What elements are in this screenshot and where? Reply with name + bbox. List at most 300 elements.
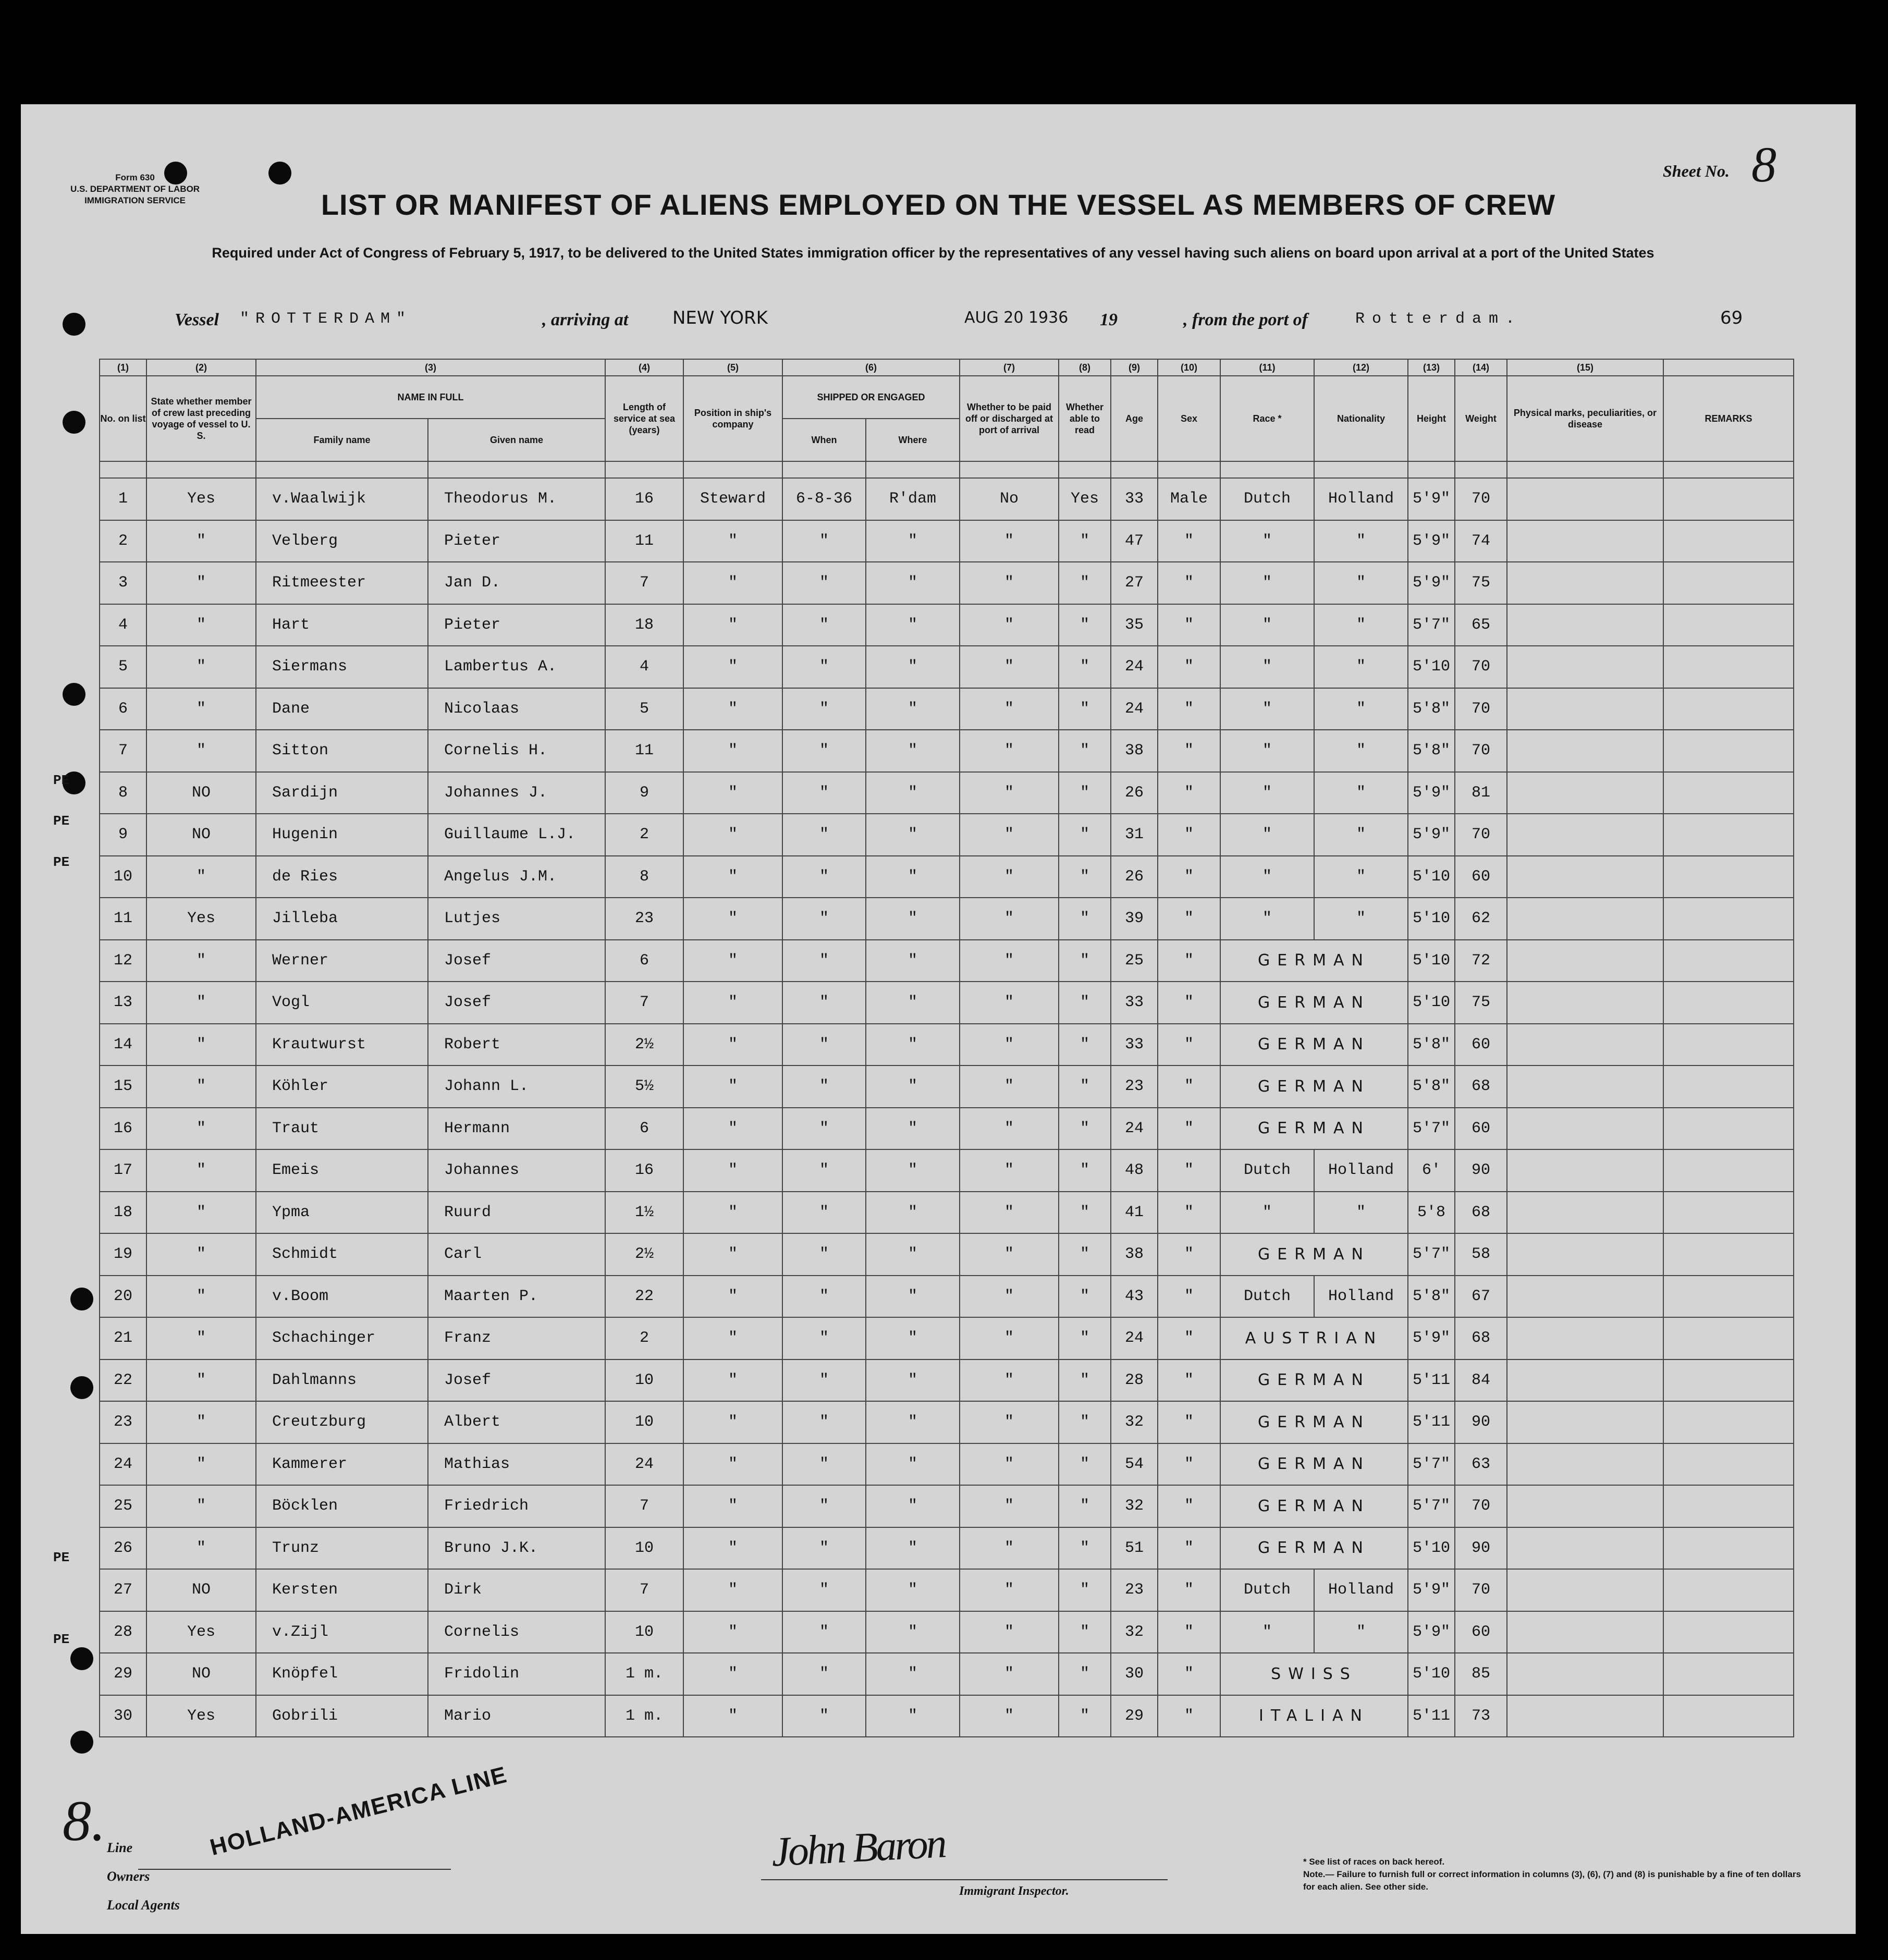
table-row bbox=[100, 940, 1794, 982]
from-port-label: , from the port of bbox=[1183, 310, 1308, 329]
length-of-service-cell: 11 bbox=[605, 730, 683, 772]
paid-off-cell: " bbox=[960, 814, 1059, 856]
race-cell: GERMAN bbox=[1220, 1527, 1408, 1570]
race-cell: GERMAN bbox=[1220, 1359, 1408, 1402]
row-number-cell: 16 bbox=[100, 1108, 146, 1150]
race-cell: Dutch bbox=[1220, 478, 1314, 520]
given-name-cell: Albert bbox=[428, 1401, 605, 1443]
shipped-when-cell: " bbox=[782, 1485, 866, 1527]
paid-off-cell: No bbox=[960, 478, 1059, 520]
header-position: Position in ship's company bbox=[683, 376, 782, 461]
race-cell: GERMAN bbox=[1220, 1065, 1408, 1108]
remarks-cell bbox=[1663, 478, 1794, 520]
paid-off-cell: " bbox=[960, 1695, 1059, 1737]
column-header-row bbox=[100, 376, 1794, 419]
margin-mark: PE bbox=[53, 813, 70, 829]
header-height: Height bbox=[1408, 376, 1455, 461]
table-row bbox=[100, 1443, 1794, 1486]
height-cell: 6' bbox=[1408, 1149, 1455, 1192]
row-number-cell: 19 bbox=[100, 1233, 146, 1276]
shipped-where-cell: R'dam bbox=[866, 478, 960, 520]
age-cell: 24 bbox=[1111, 688, 1158, 730]
position-cell: " bbox=[683, 1276, 782, 1318]
row-number-cell: 3 bbox=[100, 562, 146, 604]
weight-cell: 63 bbox=[1455, 1443, 1507, 1486]
sex-cell: " bbox=[1158, 1192, 1220, 1234]
given-name-cell: Johannes J. bbox=[428, 772, 605, 814]
row-number-cell: 28 bbox=[100, 1611, 146, 1653]
family-name-cell: Vogl bbox=[256, 982, 428, 1024]
remarks-cell bbox=[1663, 1276, 1794, 1318]
sex-cell: " bbox=[1158, 1276, 1220, 1318]
sex-cell: " bbox=[1158, 1401, 1220, 1443]
height-cell: 5'8" bbox=[1408, 730, 1455, 772]
punch-hole bbox=[268, 162, 291, 185]
height-cell: 5'10 bbox=[1408, 982, 1455, 1024]
paid-off-cell: " bbox=[960, 982, 1059, 1024]
race-cell: " bbox=[1220, 772, 1314, 814]
given-name-cell: Bruno J.K. bbox=[428, 1527, 605, 1570]
length-of-service-cell: 2 bbox=[605, 1317, 683, 1359]
shipped-where-cell: " bbox=[866, 814, 960, 856]
member-last-voyage-cell: " bbox=[146, 1192, 256, 1234]
weight-cell: 62 bbox=[1455, 898, 1507, 940]
shipped-when-cell: " bbox=[782, 730, 866, 772]
shipped-when-cell: " bbox=[782, 1443, 866, 1486]
nationality-cell: " bbox=[1314, 1611, 1408, 1653]
physical-marks-cell bbox=[1507, 1192, 1663, 1234]
remarks-cell bbox=[1663, 940, 1794, 982]
race-cell: GERMAN bbox=[1220, 1443, 1408, 1486]
paid-off-cell: " bbox=[960, 1317, 1059, 1359]
member-last-voyage-cell: Yes bbox=[146, 1695, 256, 1737]
age-cell: 23 bbox=[1111, 1569, 1158, 1611]
length-of-service-cell: 7 bbox=[605, 982, 683, 1024]
family-name-cell: Traut bbox=[256, 1108, 428, 1150]
remarks-cell bbox=[1663, 898, 1794, 940]
family-name-cell: de Ries bbox=[256, 856, 428, 898]
given-name-cell: Lutjes bbox=[428, 898, 605, 940]
race-cell: GERMAN bbox=[1220, 1233, 1408, 1276]
remarks-cell bbox=[1663, 1317, 1794, 1359]
table-row bbox=[100, 520, 1794, 562]
remarks-cell bbox=[1663, 1024, 1794, 1066]
remarks-cell bbox=[1663, 688, 1794, 730]
nationality-cell: " bbox=[1314, 772, 1408, 814]
row-number-cell: 11 bbox=[100, 898, 146, 940]
shipped-when-cell: 6-8-36 bbox=[782, 478, 866, 520]
height-cell: 5'10 bbox=[1408, 940, 1455, 982]
shipped-when-cell: " bbox=[782, 1192, 866, 1234]
physical-marks-cell bbox=[1507, 562, 1663, 604]
row-number-cell: 5 bbox=[100, 646, 146, 688]
position-cell: " bbox=[683, 898, 782, 940]
sex-cell: " bbox=[1158, 772, 1220, 814]
sex-cell: " bbox=[1158, 1485, 1220, 1527]
page-subtitle: Required under Act of Congress of February 5, 1917, to be delivered to the United States immigration officer by the representatives of any vessel having such aliens on board upon arrival at a port of the United States bbox=[212, 245, 1654, 261]
table-row bbox=[100, 856, 1794, 898]
row-number-cell: 6 bbox=[100, 688, 146, 730]
header-given-name: Given name bbox=[428, 419, 605, 461]
given-name-cell: Franz bbox=[428, 1317, 605, 1359]
page-title: LIST OR MANIFEST OF ALIENS EMPLOYED ON THE VESSEL AS MEMBERS OF CREW bbox=[321, 188, 1556, 221]
position-cell: " bbox=[683, 1149, 782, 1192]
weight-cell: 90 bbox=[1455, 1149, 1507, 1192]
length-of-service-cell: 2½ bbox=[605, 1233, 683, 1276]
able-to-read-cell: " bbox=[1059, 688, 1111, 730]
able-to-read-cell: " bbox=[1059, 1611, 1111, 1653]
age-cell: 23 bbox=[1111, 1065, 1158, 1108]
height-cell: 5'9" bbox=[1408, 520, 1455, 562]
race-cell: " bbox=[1220, 1192, 1314, 1234]
weight-cell: 75 bbox=[1455, 562, 1507, 604]
weight-cell: 70 bbox=[1455, 688, 1507, 730]
given-name-cell: Pieter bbox=[428, 520, 605, 562]
punch-hole bbox=[63, 411, 85, 434]
sex-cell: " bbox=[1158, 1024, 1220, 1066]
height-cell: 5'8" bbox=[1408, 1276, 1455, 1318]
given-name-cell: Josef bbox=[428, 940, 605, 982]
physical-marks-cell bbox=[1507, 1485, 1663, 1527]
member-last-voyage-cell: Yes bbox=[146, 478, 256, 520]
nationality-cell: Holland bbox=[1314, 1149, 1408, 1192]
member-last-voyage-cell: Yes bbox=[146, 1611, 256, 1653]
inspector-signature: John Baron bbox=[770, 1820, 946, 1876]
family-name-cell: Jilleba bbox=[256, 898, 428, 940]
weight-cell: 68 bbox=[1455, 1065, 1507, 1108]
shipped-when-cell: " bbox=[782, 1653, 866, 1695]
table-row bbox=[100, 1611, 1794, 1653]
table-row bbox=[100, 1695, 1794, 1737]
given-name-cell: Cornelis H. bbox=[428, 730, 605, 772]
paid-off-cell: " bbox=[960, 1569, 1059, 1611]
race-cell: GERMAN bbox=[1220, 1485, 1408, 1527]
physical-marks-cell bbox=[1507, 1695, 1663, 1737]
shipped-when-cell: " bbox=[782, 646, 866, 688]
family-name-cell: Kersten bbox=[256, 1569, 428, 1611]
row-number-cell: 9 bbox=[100, 814, 146, 856]
margin-mark: PE bbox=[53, 772, 70, 788]
weight-cell: 90 bbox=[1455, 1527, 1507, 1570]
given-name-cell: Hermann bbox=[428, 1108, 605, 1150]
able-to-read-cell: " bbox=[1059, 856, 1111, 898]
header-length-service: Length of service at sea (years) bbox=[605, 376, 683, 461]
family-name-cell: Hart bbox=[256, 604, 428, 646]
family-name-cell: Sardijn bbox=[256, 772, 428, 814]
weight-cell: 70 bbox=[1455, 478, 1507, 520]
able-to-read-cell: " bbox=[1059, 1569, 1111, 1611]
row-number-cell: 27 bbox=[100, 1569, 146, 1611]
departure-port: Rotterdam. bbox=[1355, 310, 1523, 328]
family-name-cell: Werner bbox=[256, 940, 428, 982]
table-row bbox=[100, 982, 1794, 1024]
weight-cell: 68 bbox=[1455, 1192, 1507, 1234]
paid-off-cell: " bbox=[960, 1192, 1059, 1234]
age-cell: 24 bbox=[1111, 1108, 1158, 1150]
nationality-cell: " bbox=[1314, 520, 1408, 562]
sex-cell: " bbox=[1158, 814, 1220, 856]
position-cell: " bbox=[683, 1317, 782, 1359]
given-name-cell: Nicolaas bbox=[428, 688, 605, 730]
paid-off-cell: " bbox=[960, 1108, 1059, 1150]
height-cell: 5'10 bbox=[1408, 898, 1455, 940]
physical-marks-cell bbox=[1507, 1233, 1663, 1276]
given-name-cell: Friedrich bbox=[428, 1485, 605, 1527]
remarks-cell bbox=[1663, 1485, 1794, 1527]
remarks-cell bbox=[1663, 1569, 1794, 1611]
paid-off-cell: " bbox=[960, 1443, 1059, 1486]
line-underline bbox=[138, 1869, 451, 1870]
physical-marks-cell bbox=[1507, 982, 1663, 1024]
weight-cell: 58 bbox=[1455, 1233, 1507, 1276]
physical-marks-cell bbox=[1507, 1443, 1663, 1486]
height-cell: 5'8" bbox=[1408, 1024, 1455, 1066]
shipped-where-cell: " bbox=[866, 1485, 960, 1527]
table-row bbox=[100, 562, 1794, 604]
header-remarks: REMARKS bbox=[1663, 376, 1794, 461]
given-name-cell: Josef bbox=[428, 1359, 605, 1402]
given-name-cell: Angelus J.M. bbox=[428, 856, 605, 898]
family-name-cell: Krautwurst bbox=[256, 1024, 428, 1066]
able-to-read-cell: " bbox=[1059, 1317, 1111, 1359]
length-of-service-cell: 24 bbox=[605, 1443, 683, 1486]
length-of-service-cell: 6 bbox=[605, 940, 683, 982]
age-cell: 33 bbox=[1111, 1024, 1158, 1066]
family-name-cell: Köhler bbox=[256, 1065, 428, 1108]
physical-marks-cell bbox=[1507, 898, 1663, 940]
length-of-service-cell: 6 bbox=[605, 1108, 683, 1150]
weight-cell: 68 bbox=[1455, 1317, 1507, 1359]
sex-cell: " bbox=[1158, 1653, 1220, 1695]
remarks-cell bbox=[1663, 1695, 1794, 1737]
given-name-cell: Carl bbox=[428, 1233, 605, 1276]
height-cell: 5'9" bbox=[1408, 1317, 1455, 1359]
header-able-read: Whether able to read bbox=[1059, 376, 1111, 461]
race-cell: SWISS bbox=[1220, 1653, 1408, 1695]
shipped-where-cell: " bbox=[866, 688, 960, 730]
row-number-cell: 8 bbox=[100, 772, 146, 814]
length-of-service-cell: 7 bbox=[605, 1569, 683, 1611]
sex-cell: " bbox=[1158, 1359, 1220, 1402]
nationality-cell: " bbox=[1314, 646, 1408, 688]
punch-hole bbox=[70, 1647, 93, 1670]
family-name-cell: Schmidt bbox=[256, 1233, 428, 1276]
margin-mark: PE bbox=[53, 1632, 70, 1647]
shipped-when-cell: " bbox=[782, 1233, 866, 1276]
age-cell: 24 bbox=[1111, 646, 1158, 688]
shipped-where-cell: " bbox=[866, 646, 960, 688]
age-cell: 38 bbox=[1111, 730, 1158, 772]
row-number-cell: 21 bbox=[100, 1317, 146, 1359]
signature-line bbox=[761, 1879, 1168, 1880]
member-last-voyage-cell: " bbox=[146, 1065, 256, 1108]
position-cell: " bbox=[683, 646, 782, 688]
age-cell: 26 bbox=[1111, 856, 1158, 898]
shipped-when-cell: " bbox=[782, 1695, 866, 1737]
owners-label: Owners bbox=[107, 1869, 150, 1884]
able-to-read-cell: " bbox=[1059, 1443, 1111, 1486]
shipped-when-cell: " bbox=[782, 1401, 866, 1443]
age-cell: 51 bbox=[1111, 1527, 1158, 1570]
paid-off-cell: " bbox=[960, 604, 1059, 646]
shipped-where-cell: " bbox=[866, 1149, 960, 1192]
shipped-when-cell: " bbox=[782, 1527, 866, 1570]
shipped-where-cell: " bbox=[866, 898, 960, 940]
height-cell: 5'10 bbox=[1408, 1527, 1455, 1570]
shipped-where-cell: " bbox=[866, 1065, 960, 1108]
position-cell: " bbox=[683, 1108, 782, 1150]
family-name-cell: Dane bbox=[256, 688, 428, 730]
remarks-cell bbox=[1663, 646, 1794, 688]
paid-off-cell: " bbox=[960, 688, 1059, 730]
position-cell: " bbox=[683, 982, 782, 1024]
weight-cell: 65 bbox=[1455, 604, 1507, 646]
weight-cell: 70 bbox=[1455, 1485, 1507, 1527]
weight-cell: 70 bbox=[1455, 730, 1507, 772]
punch-hole bbox=[70, 1376, 93, 1399]
sex-cell: " bbox=[1158, 1611, 1220, 1653]
shipped-when-cell: " bbox=[782, 814, 866, 856]
length-of-service-cell: 22 bbox=[605, 1276, 683, 1318]
shipped-when-cell: " bbox=[782, 562, 866, 604]
weight-cell: 90 bbox=[1455, 1401, 1507, 1443]
length-of-service-cell: 10 bbox=[605, 1359, 683, 1402]
row-number-cell: 2 bbox=[100, 520, 146, 562]
header-no-on-list: No. on list bbox=[100, 376, 146, 461]
table-row bbox=[100, 730, 1794, 772]
paid-off-cell: " bbox=[960, 772, 1059, 814]
member-last-voyage-cell: " bbox=[146, 940, 256, 982]
race-cell: " bbox=[1220, 730, 1314, 772]
family-name-cell: Creutzburg bbox=[256, 1401, 428, 1443]
table-row bbox=[100, 688, 1794, 730]
remarks-cell bbox=[1663, 856, 1794, 898]
sheet-number-value: 8 bbox=[1751, 137, 1776, 192]
race-cell: " bbox=[1220, 1611, 1314, 1653]
header-family-name: Family name bbox=[256, 419, 428, 461]
physical-marks-cell bbox=[1507, 1065, 1663, 1108]
shipped-where-cell: " bbox=[866, 940, 960, 982]
table-row bbox=[100, 604, 1794, 646]
able-to-read-cell: " bbox=[1059, 1024, 1111, 1066]
height-cell: 5'11 bbox=[1408, 1695, 1455, 1737]
family-name-cell: Kammerer bbox=[256, 1443, 428, 1486]
age-cell: 32 bbox=[1111, 1401, 1158, 1443]
table-row bbox=[100, 1485, 1794, 1527]
height-cell: 5'8" bbox=[1408, 688, 1455, 730]
table-row bbox=[100, 1317, 1794, 1359]
height-cell: 5'9" bbox=[1408, 1611, 1455, 1653]
crew-rows bbox=[100, 461, 1794, 1737]
member-last-voyage-cell: " bbox=[146, 1317, 256, 1359]
member-last-voyage-cell: " bbox=[146, 646, 256, 688]
given-name-cell: Pieter bbox=[428, 604, 605, 646]
able-to-read-cell: " bbox=[1059, 562, 1111, 604]
given-name-cell: Mathias bbox=[428, 1443, 605, 1486]
position-cell: " bbox=[683, 1611, 782, 1653]
service-name: IMMIGRATION SERVICE bbox=[84, 195, 186, 205]
height-cell: 5'10 bbox=[1408, 1653, 1455, 1695]
header-shipped-engaged: SHIPPED OR ENGAGED bbox=[782, 376, 960, 419]
physical-marks-cell bbox=[1507, 1276, 1663, 1318]
table-row bbox=[100, 814, 1794, 856]
shipped-where-cell: " bbox=[866, 1611, 960, 1653]
race-cell: Dutch bbox=[1220, 1276, 1314, 1318]
race-cell: GERMAN bbox=[1220, 982, 1408, 1024]
member-last-voyage-cell: " bbox=[146, 982, 256, 1024]
paid-off-cell: " bbox=[960, 1065, 1059, 1108]
age-cell: 25 bbox=[1111, 940, 1158, 982]
physical-marks-cell bbox=[1507, 646, 1663, 688]
position-cell: " bbox=[683, 1024, 782, 1066]
family-name-cell: Ypma bbox=[256, 1192, 428, 1234]
nationality-cell: Holland bbox=[1314, 1276, 1408, 1318]
row-number-cell: 22 bbox=[100, 1359, 146, 1402]
shipped-when-cell: " bbox=[782, 688, 866, 730]
given-name-cell: Josef bbox=[428, 982, 605, 1024]
family-name-cell: Siermans bbox=[256, 646, 428, 688]
able-to-read-cell: " bbox=[1059, 730, 1111, 772]
header-name-in-full: NAME IN FULL bbox=[256, 376, 605, 419]
row-number-cell: 12 bbox=[100, 940, 146, 982]
sex-cell: Male bbox=[1158, 478, 1220, 520]
paid-off-cell: " bbox=[960, 856, 1059, 898]
length-of-service-cell: 16 bbox=[605, 478, 683, 520]
shipped-where-cell: " bbox=[866, 562, 960, 604]
row-number-cell: 18 bbox=[100, 1192, 146, 1234]
shipped-when-cell: " bbox=[782, 1317, 866, 1359]
member-last-voyage-cell: " bbox=[146, 604, 256, 646]
sex-cell: " bbox=[1158, 1443, 1220, 1486]
position-cell: " bbox=[683, 688, 782, 730]
shipped-when-cell: " bbox=[782, 1611, 866, 1653]
able-to-read-cell: " bbox=[1059, 1359, 1111, 1402]
race-cell: " bbox=[1220, 856, 1314, 898]
length-of-service-cell: 10 bbox=[605, 1611, 683, 1653]
punch-hole bbox=[70, 1731, 93, 1754]
age-cell: 33 bbox=[1111, 982, 1158, 1024]
punch-hole bbox=[63, 683, 85, 706]
race-cell: GERMAN bbox=[1220, 1024, 1408, 1066]
row-number-cell: 1 bbox=[100, 478, 146, 520]
sex-cell: " bbox=[1158, 688, 1220, 730]
line-label: Line bbox=[107, 1840, 133, 1855]
weight-cell: 60 bbox=[1455, 1108, 1507, 1150]
weight-cell: 74 bbox=[1455, 520, 1507, 562]
punch-hole bbox=[63, 313, 85, 336]
given-name-cell: Guillaume L.J. bbox=[428, 814, 605, 856]
position-cell: " bbox=[683, 1569, 782, 1611]
age-cell: 28 bbox=[1111, 1359, 1158, 1402]
able-to-read-cell: " bbox=[1059, 814, 1111, 856]
sex-cell: " bbox=[1158, 1317, 1220, 1359]
sex-cell: " bbox=[1158, 730, 1220, 772]
height-cell: 5'7" bbox=[1408, 1108, 1455, 1150]
shipped-where-cell: " bbox=[866, 730, 960, 772]
given-name-cell: Maarten P. bbox=[428, 1276, 605, 1318]
table-row bbox=[100, 1192, 1794, 1234]
remarks-cell bbox=[1663, 1233, 1794, 1276]
row-number-cell: 13 bbox=[100, 982, 146, 1024]
nationality-cell: " bbox=[1314, 730, 1408, 772]
sheet-number-label: Sheet No. bbox=[1663, 162, 1730, 180]
sex-cell: " bbox=[1158, 982, 1220, 1024]
member-last-voyage-cell: " bbox=[146, 1108, 256, 1150]
height-cell: 5'8" bbox=[1408, 1065, 1455, 1108]
able-to-read-cell: " bbox=[1059, 1401, 1111, 1443]
shipped-where-cell: " bbox=[866, 982, 960, 1024]
family-name-cell: Gobrili bbox=[256, 1695, 428, 1737]
